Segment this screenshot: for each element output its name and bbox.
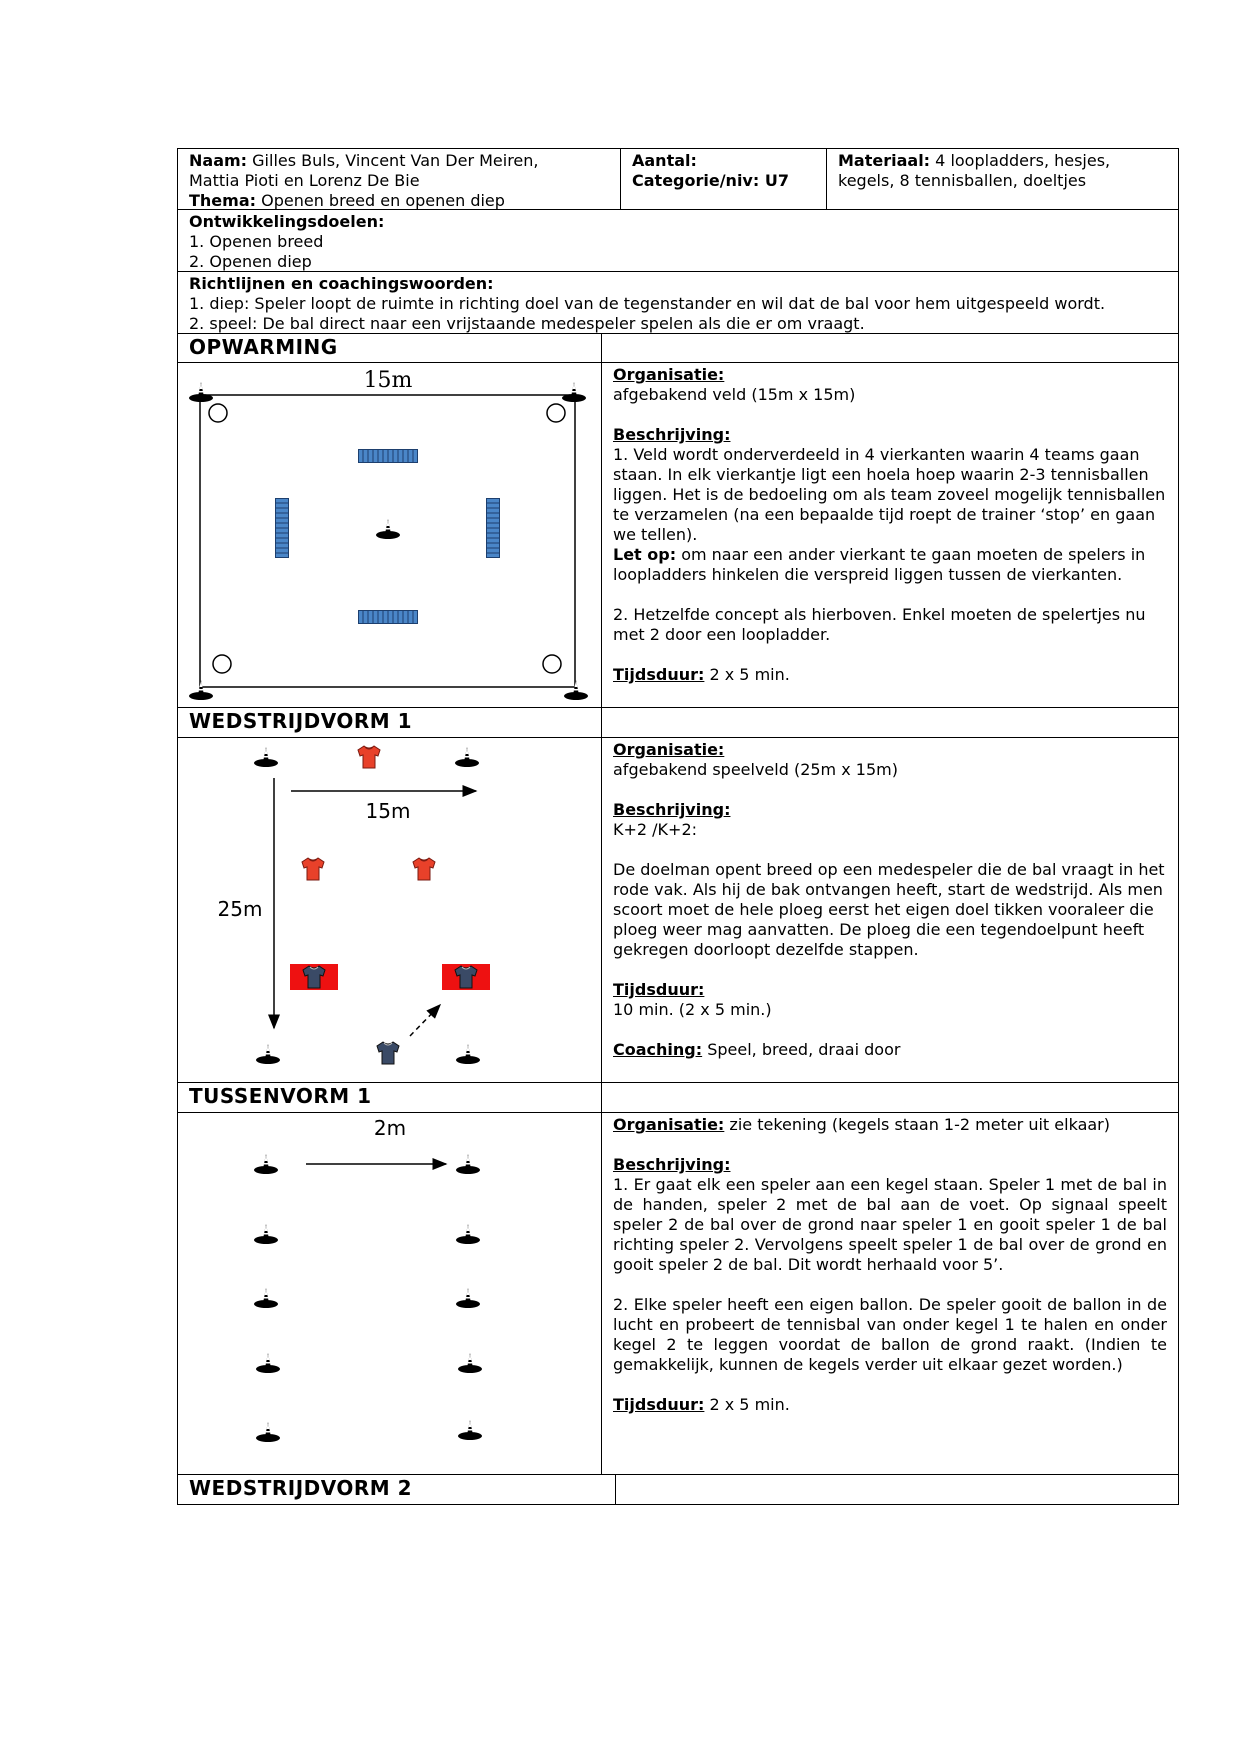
- red-shirt-icon: [358, 746, 380, 768]
- length-label: 25m: [217, 897, 263, 921]
- cone-icon: [455, 747, 479, 767]
- hoop-icon: [213, 655, 231, 673]
- cone-icon: [254, 1154, 278, 1174]
- opwarming-title-spacer: [601, 333, 1179, 363]
- wedstrijdvorm1-description: [601, 737, 1179, 1083]
- beschrijving-text: 2. Hetzelfde concept als hierboven. Enkel moeten de spelertjes nu met 2 door een loopladder.: [613, 605, 1146, 644]
- beschrijving-label: Beschrijving:: [613, 425, 731, 444]
- cone-icon: [562, 382, 586, 402]
- categorie-label: Categorie/niv: U7: [632, 171, 789, 190]
- opwarming-dimension-label: 15m: [363, 368, 413, 393]
- distance-label: 2m: [373, 1116, 407, 1140]
- cone-icon: [256, 1422, 280, 1442]
- opwarming-title: OPWARMING: [177, 333, 602, 363]
- cone-icon: [564, 680, 588, 700]
- naam-value-2: Mattia Pioti en Lorenz De Bie: [189, 171, 420, 190]
- richtlijnen-cell: [177, 271, 1179, 334]
- tussenvorm1-diagram: [177, 1112, 602, 1475]
- doelen-cell: [177, 209, 1179, 272]
- materiaal-value: 4 loopladders, hesjes,: [935, 151, 1111, 170]
- thema-label: Thema:: [189, 191, 257, 210]
- beschrijving-text: 1. Veld wordt onderverdeeld in 4 vierkanten waarin 4 teams gaan staan. In elk vierkantje ligt een hoela hoep waarin 2-3 tennisballen liggen. Het is de bedoeling om als team zoveel mogelijk tennisballen te verzamelen (na een bepaalde tijd roept de trainer ‘stop’ en gaan we tellen).: [613, 445, 1166, 544]
- tijdsduur-label: Tijdsduur:: [613, 665, 705, 684]
- beschrijving-label: Beschrijving:: [613, 1155, 731, 1174]
- aantal-label: Aantal:: [632, 151, 697, 170]
- letop-text: om naar een ander vierkant te gaan moeten de spelers in loopladders hinkelen die verspreid liggen tussen de vierkanten.: [613, 545, 1146, 584]
- naam-cell: [177, 148, 621, 210]
- materiaal-cell: [826, 148, 1179, 210]
- tussenvorm1-title-spacer: [601, 1082, 1179, 1113]
- cone-icon: [458, 1420, 482, 1440]
- organisatie-label: Organisatie:: [613, 365, 725, 384]
- red-shirt-icon: [413, 858, 435, 880]
- materiaal-label: Materiaal:: [838, 151, 931, 170]
- doelen-title: Ontwikkelingsdoelen:: [189, 212, 385, 231]
- ladder-icon: [359, 449, 418, 463]
- cone-icon: [189, 382, 213, 402]
- coaching-label: Coaching:: [613, 1040, 703, 1059]
- beschrijving-label: Beschrijving:: [613, 800, 731, 819]
- blue-shirt-icon: [377, 1042, 399, 1064]
- beschrijving-text: 1. Er gaat elk een speler aan een kegel staan. Speler 1 met de bal in de handen, speler 2 met de bal aan de voet. Op signaal speelt speler 2 de bal over de grond naar speler 1 en gooit speler 1 de bal richting speler 2. Vervolgens speelt speler 1 de bal over de grond en gooit speler 2 de bal. Dit wordt herhaald voor 5’.: [613, 1175, 1167, 1274]
- width-label: 15m: [365, 799, 411, 823]
- beschrijving-text: K+2 /K+2:: [613, 820, 698, 839]
- tijdsduur-text: 2 x 5 min.: [709, 665, 790, 684]
- cone-icon: [256, 1353, 280, 1373]
- arrow-icon: [410, 1005, 440, 1036]
- cone-icon: [456, 1154, 480, 1174]
- cone-icon: [456, 1288, 480, 1308]
- ladder-icon: [486, 499, 500, 558]
- wedstrijdvorm1-diagram: [177, 737, 602, 1083]
- beschrijving-text: 2. Elke speler heeft een eigen ballon. De speler gooit de ballon in de lucht en probeert de tennisbal van onder kegel 1 te halen en onder kegel 2 te leggen voordat de ballon de grond raakt. (Indien te gemakkelijk, kunnen de kegels verder uit elkaar gezet worden.): [613, 1295, 1167, 1374]
- cone-icon: [254, 1288, 278, 1308]
- tussenvorm1-description: [601, 1112, 1179, 1475]
- ladder-icon: [275, 499, 289, 558]
- richtlijnen-title: Richtlijnen en coachingswoorden:: [189, 274, 494, 293]
- opwarming-diagram: [177, 362, 602, 708]
- tussenvorm1-title: TUSSENVORM 1: [177, 1082, 602, 1113]
- organisatie-text: zie tekening (kegels staan 1-2 meter uit elkaar): [729, 1115, 1110, 1134]
- richtlijnen-item: 1. diep: Speler loopt de ruimte in richting doel van de tegenstander en wil dat de bal voor hem uitgespeeld wordt.: [189, 294, 1106, 313]
- materiaal-value-2: kegels, 8 tennisballen, doeltjes: [838, 171, 1087, 190]
- coaching-text: Speel, breed, draai door: [707, 1040, 901, 1059]
- thema-value: Openen breed en openen diep: [261, 191, 505, 210]
- cone-icon: [256, 1044, 280, 1064]
- cone-icon: [458, 1353, 482, 1373]
- aantal-cell: [620, 148, 827, 210]
- wedstrijdvorm1-title: WEDSTRIJDVORM 1: [177, 707, 602, 738]
- red-shirt-icon: [302, 858, 324, 880]
- hoop-icon: [209, 404, 227, 422]
- hoop-icon: [547, 404, 565, 422]
- naam-label: Naam:: [189, 151, 248, 170]
- cone-icon: [254, 1224, 278, 1244]
- cone-icon: [376, 519, 400, 539]
- beschrijving-text: De doelman opent breed op een medespeler die de bal vraagt in het rode vak. Als hij de bak ontvangen heeft, start de wedstrijd. Als men scoort moet de hele ploeg eerst het eigen doel tikken vooraleer die ploeg weer mag aanvatten. De ploeg die een tegendoelpunt heeft gekregen doorloopt dezelfde stappen.: [613, 860, 1165, 959]
- cone-icon: [456, 1044, 480, 1064]
- naam-value: Gilles Buls, Vincent Van Der Meiren,: [252, 151, 539, 170]
- richtlijnen-item: 2. speel: De bal direct naar een vrijstaande medespeler spelen als die er om vraagt.: [189, 314, 865, 333]
- tijdsduur-text: 2 x 5 min.: [709, 1395, 790, 1414]
- letop-label: Let op:: [613, 545, 677, 564]
- cone-icon: [456, 1224, 480, 1244]
- tijdsduur-label: Tijdsduur:: [613, 980, 705, 999]
- organisatie-text: afgebakend veld (15m x 15m): [613, 385, 856, 404]
- wedstrijdvorm2-title-spacer: [615, 1474, 1179, 1505]
- organisatie-text: afgebakend speelveld (25m x 15m): [613, 760, 898, 779]
- cone-icon: [254, 747, 278, 767]
- tijdsduur-text: 10 min. (2 x 5 min.): [613, 1000, 772, 1019]
- cone-icon: [189, 680, 213, 700]
- organisatie-label: Organisatie:: [613, 1115, 725, 1134]
- wedstrijdvorm2-title: WEDSTRIJDVORM 2: [177, 1474, 616, 1505]
- wedstrijdvorm1-title-spacer: [601, 707, 1179, 738]
- session-form: [177, 148, 1179, 1511]
- hoop-icon: [543, 655, 561, 673]
- doelen-item: 1. Openen breed: [189, 232, 324, 251]
- tijdsduur-label: Tijdsduur:: [613, 1395, 705, 1414]
- opwarming-description: [601, 362, 1179, 708]
- ladder-icon: [359, 610, 418, 624]
- organisatie-label: Organisatie:: [613, 740, 725, 759]
- doelen-item: 2. Openen diep: [189, 252, 312, 271]
